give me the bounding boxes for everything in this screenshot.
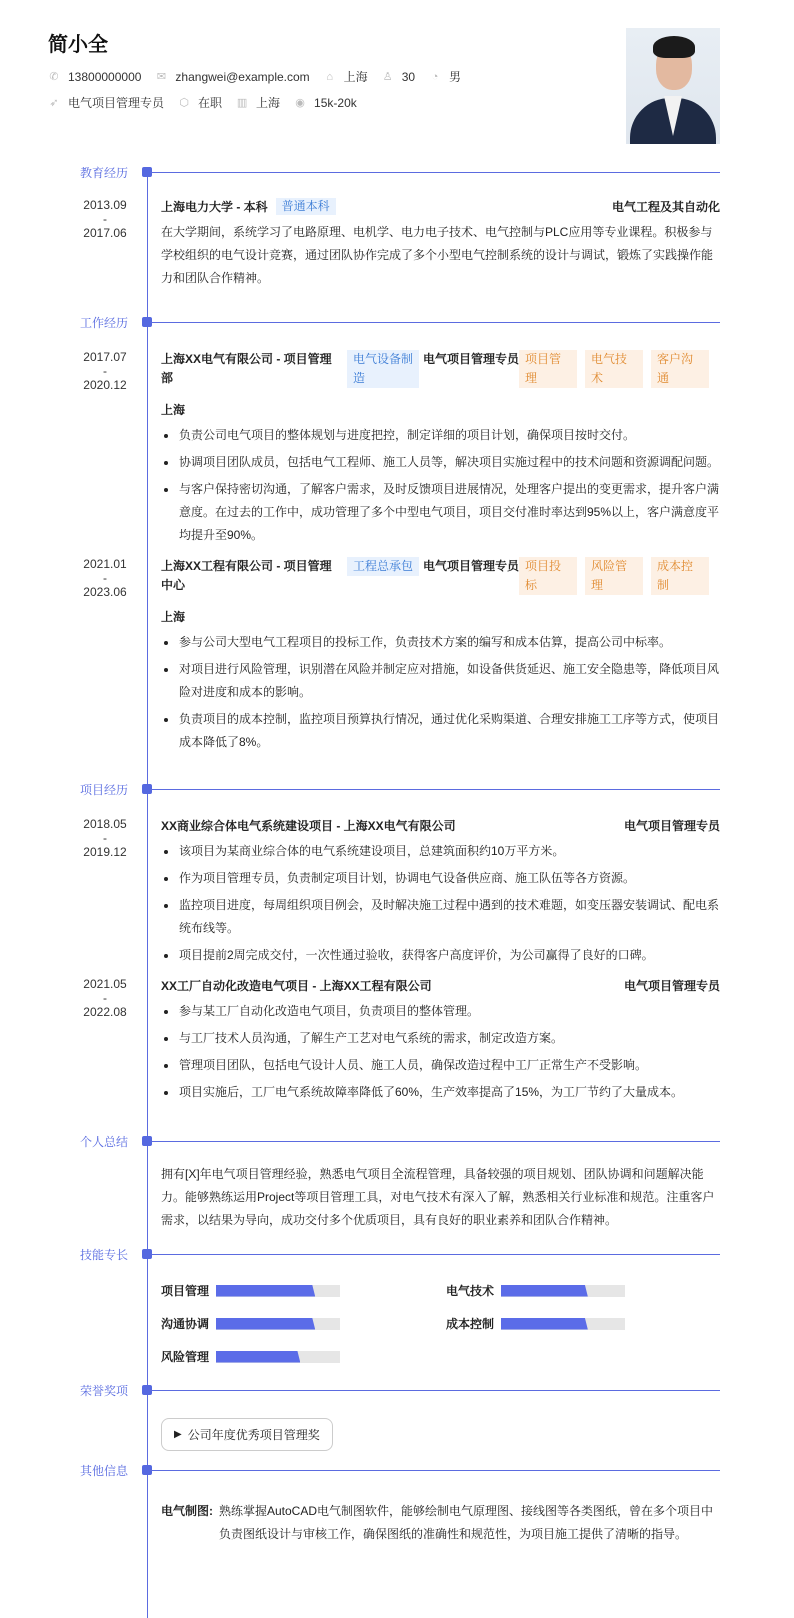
bullet-list: [161, 631, 720, 754]
skill-name: 风险管理: [161, 1350, 210, 1364]
project-name: XX工厂自动化改造电气项目 - 上海XX工程有限公司: [161, 979, 432, 993]
project-header-row: [161, 817, 720, 836]
status-icon: ⬡: [179, 97, 189, 109]
section-projects: [0, 783, 794, 1108]
work-item: [0, 350, 794, 547]
bullet-item: 负责公司电气项目的整体规划与进度把控，制定详细的项目计划，确保项目按时交付。: [161, 424, 720, 447]
role: 电气项目管理专员: [423, 559, 520, 573]
date-end: 2023.06: [83, 585, 127, 599]
section-title: 项目经历: [80, 783, 129, 797]
degree-tag: 普通本科: [276, 198, 336, 215]
bullet-item: 项目实施后，工厂电气系统故障率降低了60%，生产效率提高了15%，为工厂节约了大量成本。: [161, 1081, 720, 1104]
skill-tag: 风险管理: [585, 557, 643, 595]
status: 在职: [198, 96, 223, 110]
skill-tag: 项目管理: [519, 350, 577, 388]
bullet-item: 对项目进行风险管理，识别潜在风险并制定应对措施，如设备供货延迟、施工安全隐患等，降低项目风险对进度和成本的影响。: [161, 658, 720, 704]
section-awards: [0, 1384, 794, 1451]
bullet-item: 参与公司大型电气工程项目的投标工作，负责技术方案的编写和成本估算，提高公司中标率。: [161, 631, 720, 654]
date-range: [70, 350, 140, 392]
skill-tag: 项目投标: [519, 557, 577, 595]
salary: 15k-20k: [314, 95, 357, 110]
work-header-row: [161, 557, 720, 595]
skill-bar: [501, 1318, 625, 1330]
date-range: [70, 817, 140, 859]
divider: [150, 1254, 720, 1255]
company: 上海XX电气有限公司 - 项目管理部: [161, 352, 332, 385]
project-body: [161, 817, 720, 967]
skill-item: [161, 1282, 446, 1299]
date-start: 2021.05: [83, 977, 127, 991]
skill-bar-fill: [216, 1285, 315, 1297]
age-icon: ♙: [382, 71, 393, 83]
date-start: 2021.01: [83, 557, 127, 571]
date-end: 2020.12: [83, 378, 127, 392]
building-icon: ▥: [236, 97, 248, 109]
skill-tag: 电气技术: [585, 350, 643, 388]
major: 电气工程及其自动化: [611, 200, 720, 214]
gender-icon: ◔: [431, 70, 439, 83]
work-body: [161, 350, 720, 547]
phone: 13800000000: [68, 69, 142, 84]
date-start: 2017.07: [83, 350, 127, 364]
skill-item: [446, 1282, 646, 1299]
skill-name: 成本控制: [446, 1317, 495, 1331]
section-title: 荣誉奖项: [80, 1384, 129, 1398]
section-other: [0, 1464, 794, 1546]
work-item: [0, 557, 794, 754]
project-item: [0, 977, 794, 1104]
home-icon: ⌂: [326, 70, 333, 83]
email: zhangwei@example.com: [175, 69, 310, 84]
section-work: [0, 316, 794, 758]
date-sep: -: [103, 991, 107, 1005]
skill-item: [161, 1315, 446, 1332]
mail-icon: ✉: [156, 71, 167, 83]
position: 电气项目管理专员: [68, 96, 165, 110]
section-title: 技能专长: [80, 1248, 129, 1262]
divider: [150, 789, 720, 790]
salary-icon: ◉: [295, 97, 305, 109]
skill-tag: 成本控制: [651, 557, 709, 595]
project-role: 电气项目管理专员: [623, 819, 720, 833]
divider: [150, 172, 720, 173]
bullet-list: [161, 424, 720, 547]
section-title: 个人总结: [80, 1135, 129, 1149]
bullet-item: 与客户保持密切沟通，了解客户需求，及时反馈项目进展情况，处理客户提出的变更需求，提升客户满意度。在过去的工作中，成功管理了多个中型电气项目，项目交付准时率达到95%以上，客户满意度平均提升至90%。: [161, 478, 720, 547]
skill-tag: 客户沟通: [651, 350, 709, 388]
bullet-item: 参与某工厂自动化改造电气项目，负责项目的整体管理。: [161, 1000, 720, 1023]
divider: [150, 322, 720, 323]
divider: [150, 1470, 720, 1471]
education-desc: 在大学期间，系统学习了电路原理、电机学、电力电子技术、电气控制与PLC应用等专业课程。积极参与学校组织的电气设计竞赛，通过团队协作完成了多个小型电气控制系统的设计与调试，锻炼了实践操作能力和团队合作精神。: [161, 225, 714, 285]
bullet-list: [161, 1000, 720, 1104]
skill-name: 项目管理: [161, 1284, 210, 1298]
other-value: 熟练掌握AutoCAD电气制图软件，能够绘制电气原理图、接线图等各类图纸，曾在多个项目中负责图纸设计与审核工作，确保图纸的准确性和规范性，为项目施工提供了清晰的指导。: [219, 1504, 714, 1541]
skill-bar: [216, 1285, 340, 1297]
phone-icon: ✆: [49, 71, 59, 83]
award-item: [161, 1418, 333, 1451]
date-range: [70, 977, 140, 1019]
skill-bar-fill: [501, 1285, 588, 1297]
hometown: 上海: [343, 70, 368, 84]
skill-bar-fill: [216, 1351, 300, 1363]
summary-text: 拥有[X]年电气项目管理经验，熟悉电气项目全流程管理，具备较强的项目规划、团队协调和问题解决能力。能够熟练运用Project等项目管理工具，对电气技术有深入了解，熟悉相关行业标准和规范。注重客户需求，以结果为导向，成功交付多个优质项目，具有良好的职业素养和团队合作精神。: [161, 1167, 715, 1227]
divider: [150, 1390, 720, 1391]
school: 上海电力大学 - 本科: [161, 200, 268, 214]
location: 上海: [161, 610, 186, 624]
bullet-item: 项目提前2周完成交付，一次性通过验收，获得客户高度评价，为公司赢得了良好的口碑。: [161, 944, 720, 967]
section-summary: [0, 1135, 794, 1232]
date-start: 2013.09: [83, 198, 127, 212]
education-item: 2013.09 - 2017.06 上海电力大学 - 本科 普通本科 电气工程及其自动化 在大学期间，系统学习了电路原理、电机学、电力电子技术、电气控制与PLC应用等专业课程。积极参与学校组织的电气设计竞赛，通过团队协作完成了多个小型电气控制系统的设计与调试，锻炼了实践操作能力和团队合作精神。: [0, 198, 794, 290]
project-role: 电气项目管理专员: [623, 979, 720, 993]
bullet-item: 监控项目进度，每周组织项目例会，及时解决施工过程中遇到的技术难题，如变压器安装调试、配电系统布线等。: [161, 894, 720, 940]
bullet-item: 该项目为某商业综合体的电气系统建设项目，总建筑面积约10万平方米。: [161, 840, 720, 863]
send-icon: ➶: [49, 97, 59, 109]
bullet-item: 协调项目团队成员，包括电气工程师、施工人员等，解决项目实施过程中的技术问题和资源调配问题。: [161, 451, 720, 474]
bullet-list: [161, 840, 720, 967]
section-education: [0, 166, 794, 290]
section-skills: [0, 1248, 794, 1365]
date-sep: -: [103, 831, 107, 845]
project-header-row: [161, 977, 720, 996]
skill-bar: [216, 1351, 340, 1363]
skill-name: 沟通协调: [161, 1317, 210, 1331]
project-body: [161, 977, 720, 1104]
date-start: 2018.05: [83, 817, 127, 831]
bullet-item: 作为项目管理专员，负责制定项目计划，协调电气设备供应商、施工队伍等各方资源。: [161, 867, 720, 890]
job-intent-row: [48, 94, 371, 111]
project-item: [0, 817, 794, 967]
age: 30: [401, 69, 416, 84]
bullet-item: 管理项目团队，包括电气设计人员、施工人员，确保改造过程中工厂正常生产不受影响。: [161, 1054, 720, 1077]
gender: 男: [449, 70, 462, 84]
role: 电气项目管理专员: [423, 352, 520, 366]
skill-item: [161, 1348, 446, 1365]
work-header-row: [161, 350, 720, 388]
date-range: [70, 557, 140, 599]
skill-bar-fill: [216, 1318, 315, 1330]
location: 上海: [161, 403, 186, 417]
date-end: 2022.08: [83, 1005, 127, 1019]
skill-bar: [501, 1285, 625, 1297]
award-label: 公司年度优秀项目管理奖: [187, 1428, 320, 1442]
city: 上海: [256, 96, 281, 110]
triangle-icon: ▶: [174, 1429, 182, 1440]
contact-row: [48, 68, 475, 85]
date-end: 2017.06: [83, 226, 127, 240]
section-title: 工作经历: [80, 316, 129, 330]
industry-tag: 电气设备制造: [347, 350, 419, 388]
skill-item: [446, 1315, 646, 1332]
skill-name: 电气技术: [446, 1284, 495, 1298]
other-key: 电气制图:: [161, 1504, 213, 1518]
date-sep: -: [103, 364, 107, 378]
avatar-photo: [626, 28, 720, 144]
bullet-item: 与工厂技术人员沟通，了解生产工艺对电气系统的需求，制定改造方案。: [161, 1027, 720, 1050]
bullet-item: 负责项目的成本控制，监控项目预算执行情况，通过优化采购渠道、合理安排施工工序等方式，使项目成本降低了8%。: [161, 708, 720, 754]
work-body: [161, 557, 720, 754]
section-title: 教育经历: [80, 166, 129, 180]
skill-bar-fill: [501, 1318, 588, 1330]
divider: [150, 1141, 720, 1142]
project-name: XX商业综合体电气系统建设项目 - 上海XX电气有限公司: [161, 819, 456, 833]
other-item: [161, 1500, 720, 1546]
date-sep: -: [103, 571, 107, 585]
candidate-name: 简小全: [48, 34, 108, 56]
section-title: 其他信息: [80, 1464, 129, 1478]
industry-tag: 工程总承包: [347, 557, 419, 576]
skill-bar: [216, 1318, 340, 1330]
company: 上海XX工程有限公司 - 项目管理中心: [161, 559, 332, 592]
date-end: 2019.12: [83, 845, 127, 859]
